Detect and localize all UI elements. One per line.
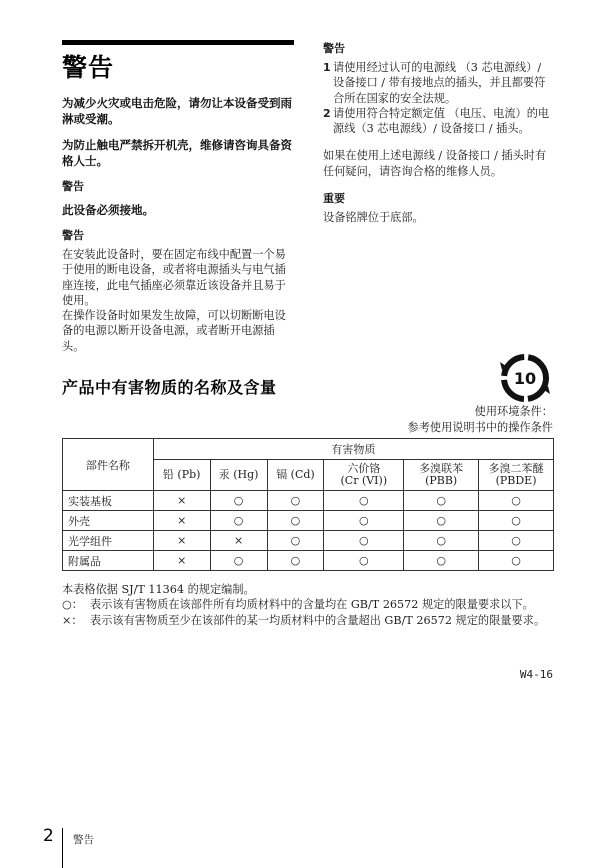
page-number: 2: [43, 826, 54, 846]
install-disconnect-text: 在安装此设备时，要在固定布线中配置一个易于使用的断电设备，或者将电源插头与电气插座连接，此电气插座必须靠近该设备并且易于使用。: [62, 248, 286, 307]
substance-cell: ○: [210, 511, 267, 531]
warning-label: 警告: [62, 180, 84, 193]
fault-disconnect-text: 在操作设备时如果发生故障，可以切断断电设备的电源以断开设备电源，或者断开电源插头。: [62, 309, 286, 353]
column-header: 铅 (Pb): [153, 460, 210, 491]
footer-divider: [62, 828, 63, 868]
note-text: 表示该有害物质在该部件所有均质材料中的含量均在 GB/T 26572 规定的限量要求以下。: [90, 598, 534, 612]
environment-conditions: [408, 404, 553, 435]
note-cross: [62, 613, 555, 628]
substance-cell: ○: [324, 491, 404, 511]
substance-cell: ○: [267, 491, 324, 511]
part-name-cell: 实装基板: [63, 491, 154, 511]
part-name-cell: 光学组件: [63, 531, 154, 551]
substances-group-header: 有害物质: [153, 439, 553, 460]
substance-cell: ○: [267, 531, 324, 551]
hazardous-substances-table: [62, 438, 554, 571]
env-conditions-line: 参考使用说明书中的操作条件: [407, 420, 553, 434]
warning-rain-text: 为减少火灾或电击危险，请勿让本设备受到雨淋或受潮。: [62, 96, 292, 126]
substance-cell: ○: [479, 511, 554, 531]
table-row: [63, 531, 554, 551]
substance-cell: ×: [153, 491, 210, 511]
note-symbol: ○：: [62, 598, 83, 612]
column-header: 多溴联苯 (PBB): [404, 460, 479, 491]
page-title: 警告: [62, 53, 115, 82]
part-name-cell: 附属品: [63, 551, 154, 571]
substance-cell: ○: [324, 551, 404, 571]
substance-cell: ○: [267, 551, 324, 571]
grounding-text: 此设备必须接地。: [62, 203, 154, 217]
question-text: 如果在使用上述电源线 / 设备接口 / 插头时有任何疑问，请咨询合格的维修人员。: [323, 149, 547, 178]
list-item: [323, 60, 555, 106]
column-header: 六价铬 (Cr (VI)): [324, 460, 404, 491]
substance-cell: ○: [404, 551, 479, 571]
left-column: [62, 40, 294, 354]
substance-cell: ○: [404, 511, 479, 531]
substance-cell: ○: [267, 511, 324, 531]
title-rule: [62, 40, 294, 45]
substance-cell: ○: [479, 491, 554, 511]
note-circle: [62, 597, 555, 612]
power-cord-list: [323, 60, 555, 136]
logo-number: 10: [513, 369, 537, 388]
substance-cell: ○: [404, 531, 479, 551]
important-label: 重要: [323, 192, 345, 206]
note-intro: 本表格依据 SJ/T 11364 的规定编制。: [62, 583, 255, 596]
warning-label: 警告: [62, 229, 84, 242]
environment-protection-period-logo: [497, 354, 553, 402]
table-row: [63, 491, 554, 511]
part-name-cell: 外壳: [63, 511, 154, 531]
column-header: 镉 (Cd): [267, 460, 324, 491]
part-name-header: 部件名称: [63, 439, 154, 491]
important-text: 设备铭牌位于底部。: [323, 211, 424, 225]
table-row: [63, 511, 554, 531]
substance-cell: ○: [210, 551, 267, 571]
column-header: 汞 (Hg): [210, 460, 267, 491]
list-number: 2: [323, 106, 331, 120]
list-number: 1: [323, 61, 331, 74]
warning-label: 警告: [323, 42, 345, 55]
table-notes: [62, 582, 555, 628]
substance-cell: ×: [153, 551, 210, 571]
column-header: 多溴二苯醚 (PBDE): [479, 460, 554, 491]
substance-cell: ○: [479, 551, 554, 571]
note-text: 表示该有害物质至少在该部件的某一均质材料中的含量超出 GB/T 26572 规定的限量要求。: [90, 613, 546, 627]
right-column: [323, 39, 555, 225]
list-item-text: 请使用符合特定额定值 （电压、电流）的电源线（3 芯电源线）/ 设备接口 / 插头。: [333, 106, 550, 136]
substance-cell: ○: [324, 511, 404, 531]
substance-cell: ×: [153, 531, 210, 551]
list-item-text: 请使用经过认可的电源线 （3 芯电源线）/ 设备接口 / 带有接地点的插头，并且都要符合所在国家的安全法规。: [333, 61, 546, 105]
document-code: W4-16: [519, 668, 553, 681]
table-row: [63, 551, 554, 571]
substance-cell: ×: [210, 531, 267, 551]
list-item: [323, 106, 555, 137]
substance-cell: ○: [324, 531, 404, 551]
note-symbol: ×：: [62, 613, 83, 627]
footer-section-label: 警告: [73, 834, 94, 846]
warning-housing-text: 为防止触电严禁拆开机壳，维修请咨询具备资格人士。: [62, 138, 292, 168]
env-conditions-line: 使用环境条件：: [474, 405, 553, 418]
substance-cell: ×: [153, 511, 210, 531]
substance-cell: ○: [210, 491, 267, 511]
substance-cell: ○: [479, 531, 554, 551]
hazard-section-title: 产品中有害物质的名称及含量: [62, 378, 277, 397]
substance-cell: ○: [404, 491, 479, 511]
